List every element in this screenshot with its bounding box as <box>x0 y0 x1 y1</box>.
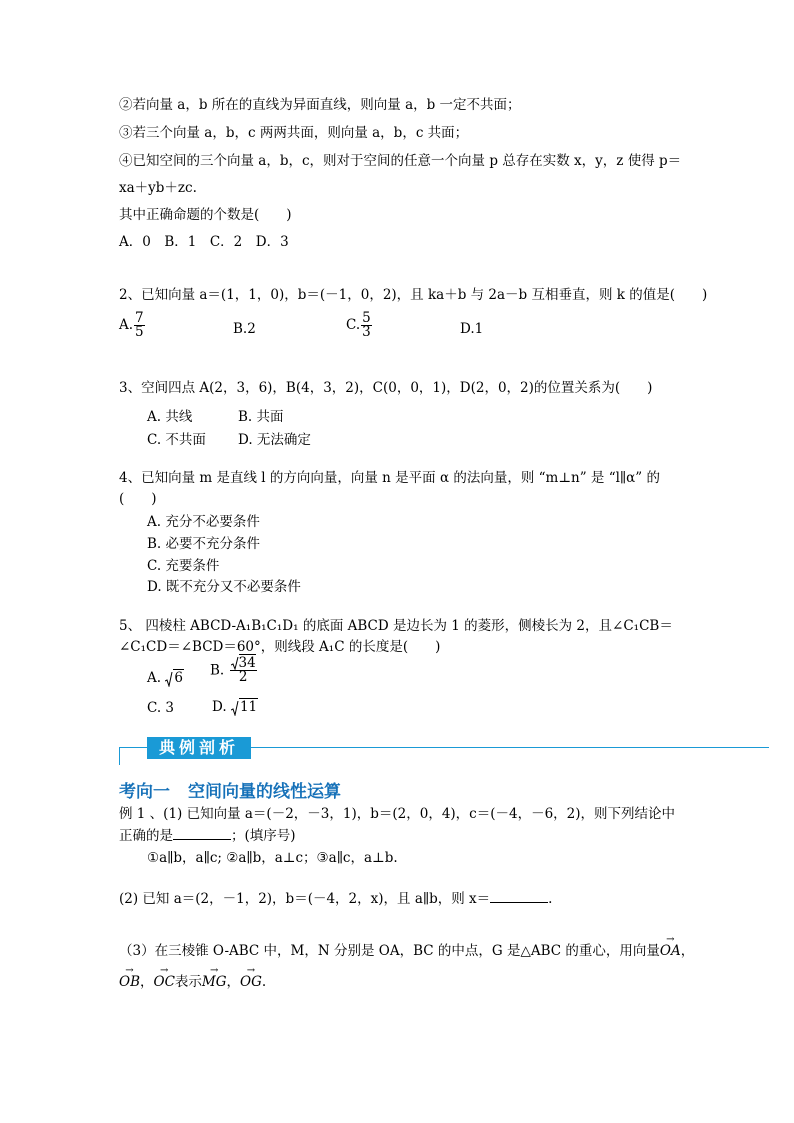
q1-statement-2: ②若向量 a，b 所在的直线为异面直线，则向量 a，b 一定不共面； <box>119 97 521 113</box>
ex1-line-2 <box>119 827 296 845</box>
q2-option-d: D.1 <box>460 321 484 337</box>
q2-option-c <box>346 312 373 339</box>
q3-option-a: A. 共线 <box>147 409 193 425</box>
q4-paren: ( ) <box>119 491 157 507</box>
q2-option-c-prefix: C. <box>346 317 361 333</box>
q3-option-d: D. 无法确定 <box>238 432 311 448</box>
sqrt-radicand: 34 <box>238 655 256 671</box>
section-heading <box>119 777 341 802</box>
separator: ， <box>140 974 154 990</box>
vector-oc: → OC <box>154 973 175 991</box>
fraction-denominator: 3 <box>362 324 371 340</box>
q1-options: A．0 B．1 C．2 D．3 <box>119 234 289 250</box>
ex1-line-2-suffix: ；(填序号) <box>231 828 296 844</box>
ex1-line-1: 例 1 、(1) 已知向量 a＝(－2，－3，1)，b＝(2，0，4)，c＝(－4，－6，2)，则下列结论中 <box>119 806 676 822</box>
ex1-end: . <box>261 974 267 990</box>
fraction <box>361 312 372 339</box>
q5-option-a <box>147 670 184 687</box>
ex1-part-2 <box>119 890 552 908</box>
q5-option-b-prefix: B. <box>210 662 225 679</box>
q2-option-b: B.2 <box>233 321 256 337</box>
vector-oa: → OA <box>660 942 681 960</box>
ex1-show-text: 表示 <box>174 974 202 990</box>
separator: ， <box>680 943 695 959</box>
q1-statement-3: ③若三个向量 a，b，c 两两共面，则向量 a，b，c 共面； <box>119 125 469 141</box>
q1-statement-4b: xa＋yb＋zc. <box>119 180 197 196</box>
ex1-part-3-text: （3）在三棱锥 O-ABC 中，M，N 分别是 OA，BC 的中点，G 是△ABC 的重心，用向量 <box>119 943 660 959</box>
answer-blank[interactable] <box>173 827 231 840</box>
banner-tick <box>119 747 120 765</box>
q5-line-2: ∠C₁CD＝∠BCD＝60°，则线段 A₁C 的长度是( ) <box>119 639 441 655</box>
ex1-part-3a <box>119 942 694 960</box>
section-banner: 典例剖析 <box>147 737 251 759</box>
answer-blank[interactable] <box>490 890 548 903</box>
section-number: 考向一 <box>119 782 170 802</box>
q1-statement-4a: ④已知空间的三个向量 a，b，c，则对于空间的任意一个向量 p 总存在实数 x，y，z 使得 p＝ <box>119 153 682 169</box>
q4-option-d: D. 既不充分又不必要条件 <box>147 579 301 595</box>
q5-option-c: C. 3 <box>147 700 175 716</box>
q5-option-b <box>210 657 258 684</box>
q4-option-c: C. 充要条件 <box>147 558 220 574</box>
fraction <box>134 312 145 339</box>
q5-line-1: 5、 四棱柱 ABCD-A₁B₁C₁D₁ 的底面 ABCD 是边长为 1 的菱形，侧棱长为 2，且∠C₁CB＝ <box>119 618 673 634</box>
q5-option-d <box>212 699 258 716</box>
ex1-part-2-text: (2) 已知 a＝(2，－1，2)，b＝(－4，2，x)，且 a∥b，则 x＝ <box>119 891 491 907</box>
q5-option-d-prefix: D. <box>212 699 227 715</box>
ex1-part-2-end: . <box>548 891 553 907</box>
vector-mg: → MG <box>202 973 227 991</box>
q1-question: 其中正确命题的个数是( ) <box>119 207 292 223</box>
sqrt-radicand: 11 <box>239 699 258 715</box>
fraction-denominator: 5 <box>135 324 144 340</box>
fraction-numerator: 7 <box>135 310 144 326</box>
section-title: 空间向量的线性运算 <box>188 782 341 802</box>
fraction <box>230 657 257 684</box>
q3-option-b: B. 共面 <box>238 409 284 425</box>
q2-stem: 2、已知向量 a＝(1，1，0)，b＝(－1，0，2)，且 ka＋b 与 2a－b 互相垂直，则 k 的值是( ) <box>119 287 708 303</box>
separator: ， <box>226 974 241 990</box>
fraction-numerator: 5 <box>362 310 371 326</box>
sqrt-symbol <box>231 700 239 716</box>
vector-og: → OG <box>240 973 262 991</box>
q4-option-a: A. 充分不必要条件 <box>147 514 260 530</box>
fraction-denominator: 2 <box>238 669 248 685</box>
ex1-part-3b <box>119 973 266 991</box>
q4-option-b: B. 必要不充分条件 <box>147 536 261 552</box>
ex1-choices: ①a∥b，a∥c; ②a∥b，a⊥c；③a∥c，a⊥b. <box>147 850 398 866</box>
q4-stem: 4、已知向量 m 是直线 l 的方向向量，向量 n 是平面 α 的法向量，则 “m⊥n” 是 “l∥α” 的 <box>119 470 660 486</box>
ex1-line-2-text: 正确的是 <box>119 828 173 844</box>
q2-option-a-prefix: A. <box>119 317 134 333</box>
sqrt-symbol <box>231 657 239 670</box>
sqrt-radicand: 6 <box>174 670 183 686</box>
q3-stem: 3、空间四点 A(2，3，6)，B(4，3，2)，C(0，0，1)，D(2，0，2)的位置关系为( ) <box>119 380 653 396</box>
q3-option-c: C. 不共面 <box>147 432 206 448</box>
vector-ob: → OB <box>119 973 140 991</box>
q5-option-a-prefix: A. <box>147 670 162 686</box>
q2-option-a <box>119 312 146 339</box>
